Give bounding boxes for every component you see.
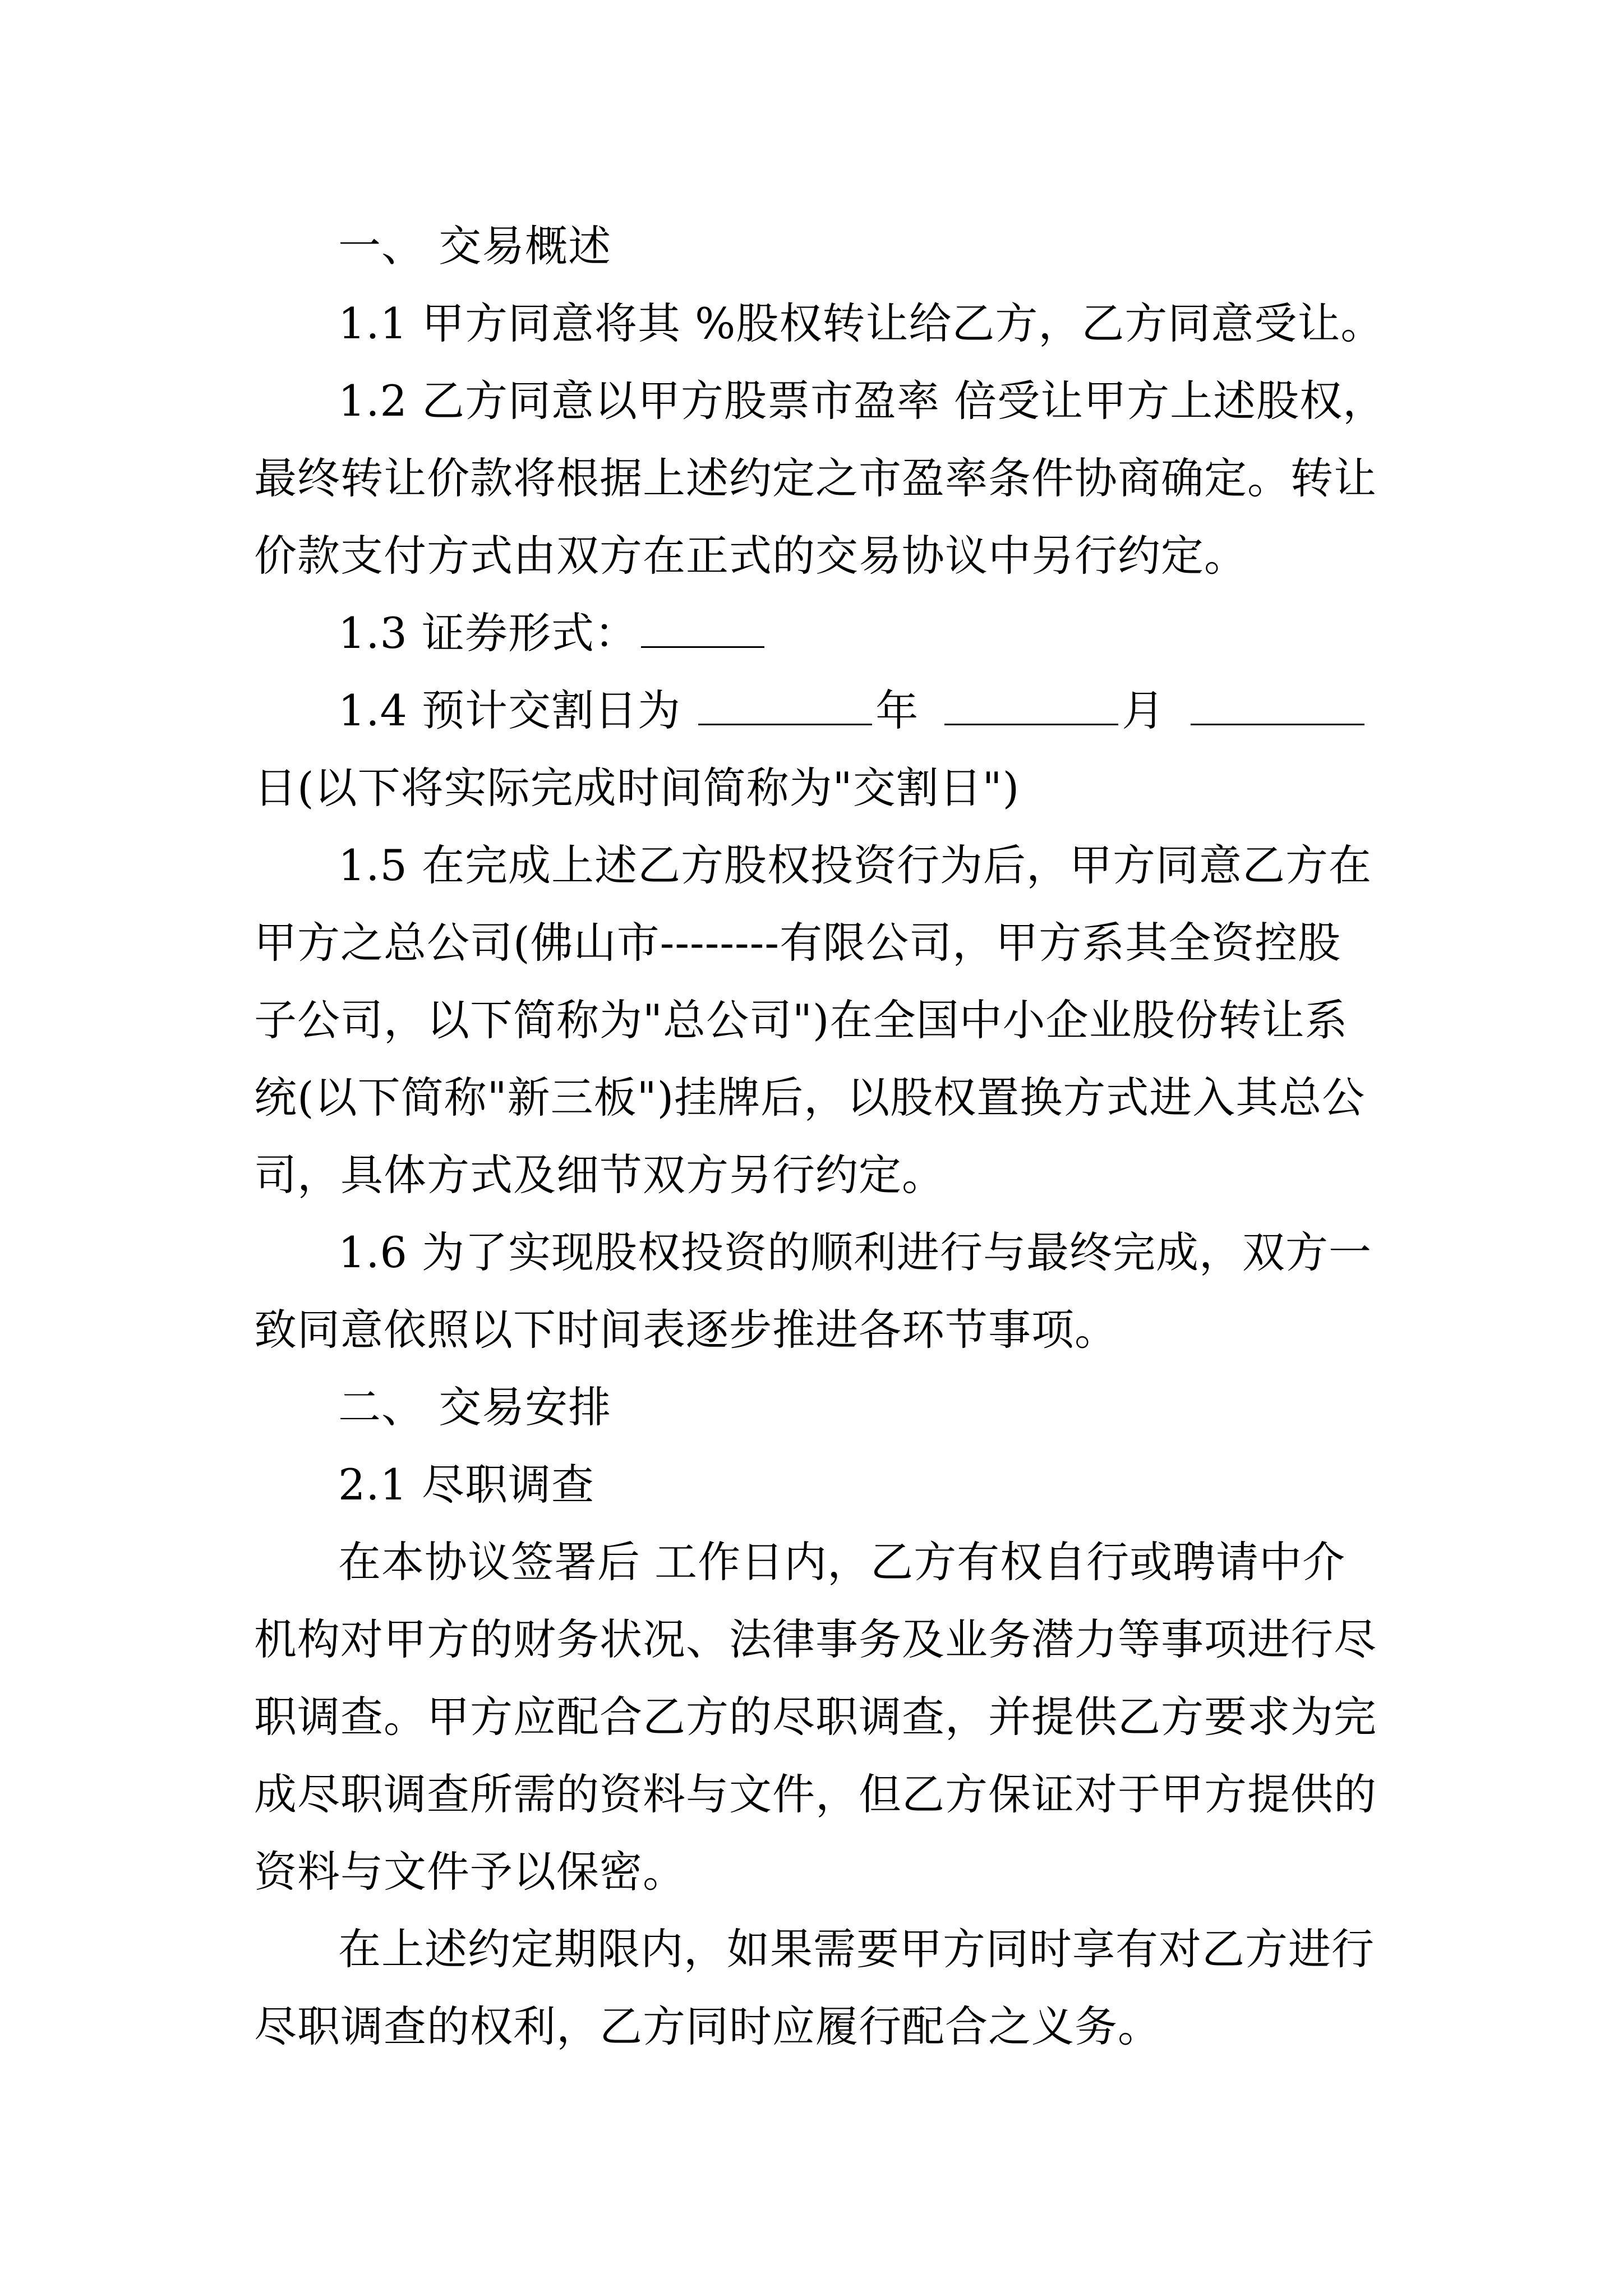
year-label: 年 [875,685,919,735]
clause-1-5-line-5: 司，具体方式及细节双方另行约定。 [254,1150,945,1200]
day-blank [1191,684,1364,725]
clause-1-6-line-1: 1.6 为了实现股权投资的顺利进行与最终完成，双方一 [338,1227,1372,1277]
clause-1-5-line-3: 子公司，以下简称为"总公司")在全国中小企业股份转让系 [254,995,1348,1045]
month-label: 月 [1122,685,1165,735]
clause-2-1b-line-2: 尽职调查的权利，乙方同时应履行配合之义务。 [254,2001,1161,2051]
clause-1-4-line-2: 日(以下将实际完成时间简称为"交割日") [254,763,1020,813]
clause-1-5-line-1: 1.5 在完成上述乙方股权投资行为后，甲方同意乙方在 [338,840,1372,890]
clause-2-1a-line-1: 在本协议签署后 工作日内，乙方有权自行或聘请中介 [338,1537,1346,1587]
clause-1-1: 1.1 甲方同意将其 %股权转让给乙方，乙方同意受让。 [338,298,1384,348]
clause-1-6-line-2: 致同意依照以下时间表逐步推进各环节事项。 [254,1305,1118,1355]
clause-2-1b-line-1: 在上述约定期限内，如果需要甲方同时享有对乙方进行 [338,1924,1375,1974]
clause-2-1a-line-2: 机构对甲方的财务状况、法律事务及业务潜力等事项进行尽 [254,1614,1377,1664]
section-heading-1: 一、 交易概述 [338,221,612,271]
clause-2-1a-line-4: 成尽职调查所需的资料与文件，但乙方保证对于甲方提供的 [254,1769,1377,1819]
clause-2-1a-line-3: 职调查。甲方应配合乙方的尽职调查，并提供乙方要求为完 [254,1692,1377,1742]
clause-1-5-line-2: 甲方之总公司(佛山市--------有限公司，甲方系其全资控股 [254,918,1341,968]
clause-1-5-line-4: 统(以下简称"新三板")挂牌后，以股权置换方式进入其总公 [254,1073,1366,1122]
subheading-2-1: 2.1 尽职调查 [338,1460,595,1510]
clause-2-1a-line-5: 资料与文件予以保密。 [254,1847,686,1897]
clause-1-2-line-3: 价款支付方式由双方在正式的交易协议中另行约定。 [254,531,1247,581]
month-blank [944,684,1118,725]
year-blank [698,684,872,725]
clause-1-3 [254,595,1387,672]
section-heading-2: 二、 交易安排 [338,1382,612,1432]
securities-form-blank [641,607,764,648]
clause-1-2-line-1: 1.2 乙方同意以甲方股票市盈率 倍受让甲方上述股权， [338,376,1386,426]
clause-1-4-line-1 [254,672,1387,749]
clause-1-3-label: 1.3 证券形式： [338,608,638,658]
clause-1-4-prefix: 1.4 预计交割日为 [338,685,695,735]
clause-1-2-line-2: 最终转让价款将根据上述约定之市盈率条件协商确定。转让 [254,453,1377,503]
document-body [254,208,1387,2065]
